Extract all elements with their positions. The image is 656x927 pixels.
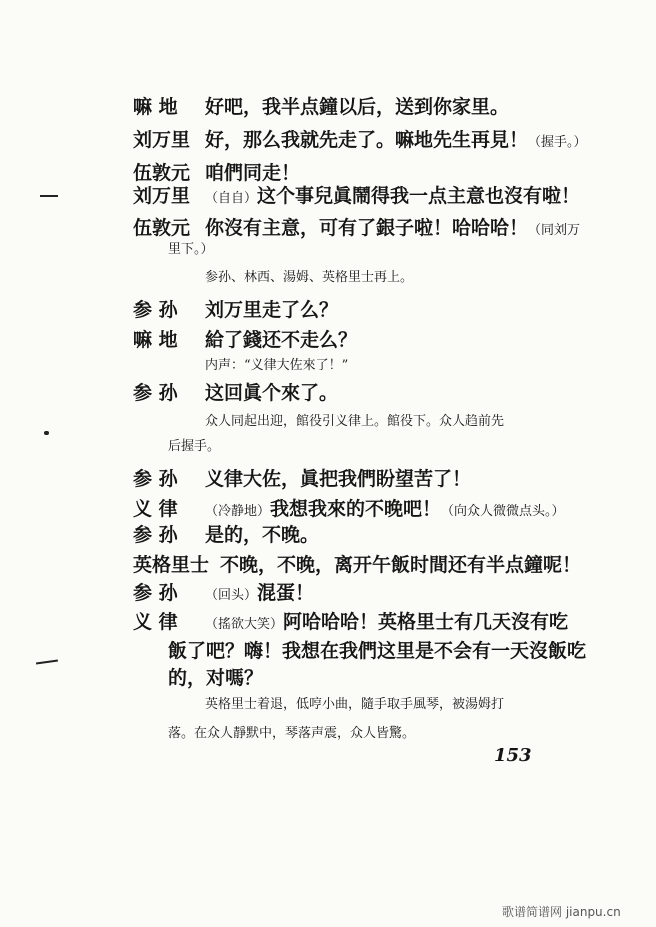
speaker-name: 刘万里 <box>133 185 191 207</box>
dialogue-main: 我想我來的不晚吧！ <box>270 498 442 520</box>
stage-direction: 落。在众人靜默中，琴落声震，众人皆驚。 <box>168 726 416 741</box>
stage-direction: 内声：“义律大佐來了！” <box>205 358 349 373</box>
scan-mark <box>40 195 58 197</box>
stage-direction-inline: （同刘万 <box>528 223 581 238</box>
dialogue-text: 好吧，我半点鐘以后，送到你家里。 <box>205 96 510 118</box>
speaker-name: 伍敦元 <box>133 162 191 184</box>
stage-direction-inline: （搖欲大笑） <box>205 617 284 632</box>
speaker-name: 嘛 地 <box>133 96 178 118</box>
dialogue-text <box>205 125 587 152</box>
speaker-name: 刘万里 <box>133 129 191 151</box>
dialogue-text: 給了錢还不走么？ <box>205 329 358 351</box>
stage-direction: 众人同起出迎，館役引义律上。館役下。众人趋前先 <box>205 414 505 429</box>
speaker-name: 英格里士 <box>133 554 210 576</box>
dialogue-text <box>205 494 565 521</box>
speaker-name: 义 律 <box>133 498 178 520</box>
dialogue-continuation: 的，对嗎？ <box>168 667 264 689</box>
watermark: 歌谱简谱网 jianpu.cn <box>502 905 621 919</box>
speaker-name: 参 孙 <box>133 524 178 546</box>
dialogue-main: 你沒有主意，可有了銀子啦！哈哈哈！ <box>205 217 529 239</box>
speaker-name: 参 孙 <box>133 299 178 321</box>
stage-direction-inline: （握手。） <box>528 135 587 150</box>
speaker-name: 参 孙 <box>133 382 178 404</box>
stage-direction: 英格里士着退，低哼小曲，隨手取手風琴，被湯姆打 <box>205 697 505 712</box>
stage-direction-inline: 里下。） <box>168 242 214 257</box>
speaker-name: 伍敦元 <box>133 217 191 239</box>
dialogue-main: 阿哈哈哈！英格里士有几天沒有吃 <box>283 611 569 633</box>
dialogue-text: 刘万里走了么？ <box>205 299 339 321</box>
scan-mark <box>44 431 49 435</box>
dialogue-text <box>205 578 314 605</box>
dialogue-text <box>205 607 568 634</box>
dialogue-text: 是的，不晚。 <box>205 524 320 546</box>
dialogue-text <box>205 181 580 208</box>
dialogue-main: 这个事兒眞鬧得我一点主意也沒有啦！ <box>257 185 581 207</box>
stage-direction-inline: （冷静地） <box>205 504 271 519</box>
dialogue-main: 好，那么我就先走了。嘛地先生再見！ <box>205 129 529 151</box>
speaker-name: 义 律 <box>133 611 178 633</box>
stage-direction-inline: （回头） <box>205 588 258 603</box>
dialogue-continuation: 飯了吧？嗨！我想在我們这里是不会有一天沒飯吃 <box>168 640 587 662</box>
stage-direction: 后握手。 <box>168 439 221 454</box>
speaker-name: 参 孙 <box>133 582 178 604</box>
stage-direction-inline: （自自） <box>205 191 258 206</box>
dialogue-text: 不晚，不晚，离开午飯时間还有半点鐘呢！ <box>220 554 582 576</box>
stage-direction-inline: （向众人微微点头。） <box>441 504 565 519</box>
speaker-name: 参 孙 <box>133 468 178 490</box>
speaker-name: 嘛 地 <box>133 329 178 351</box>
scan-mark <box>36 659 58 664</box>
dialogue-main: 混蛋！ <box>257 582 315 604</box>
page-number: 153 <box>494 745 532 766</box>
dialogue-text: 咱們同走！ <box>205 162 301 184</box>
dialogue-text: 这回眞个來了。 <box>205 382 339 404</box>
stage-direction: 参孙、林西、湯姆、英格里士再上。 <box>205 270 414 285</box>
dialogue-text <box>205 213 580 240</box>
dialogue-text: 义律大佐，眞把我們盼望苦了！ <box>205 468 472 490</box>
